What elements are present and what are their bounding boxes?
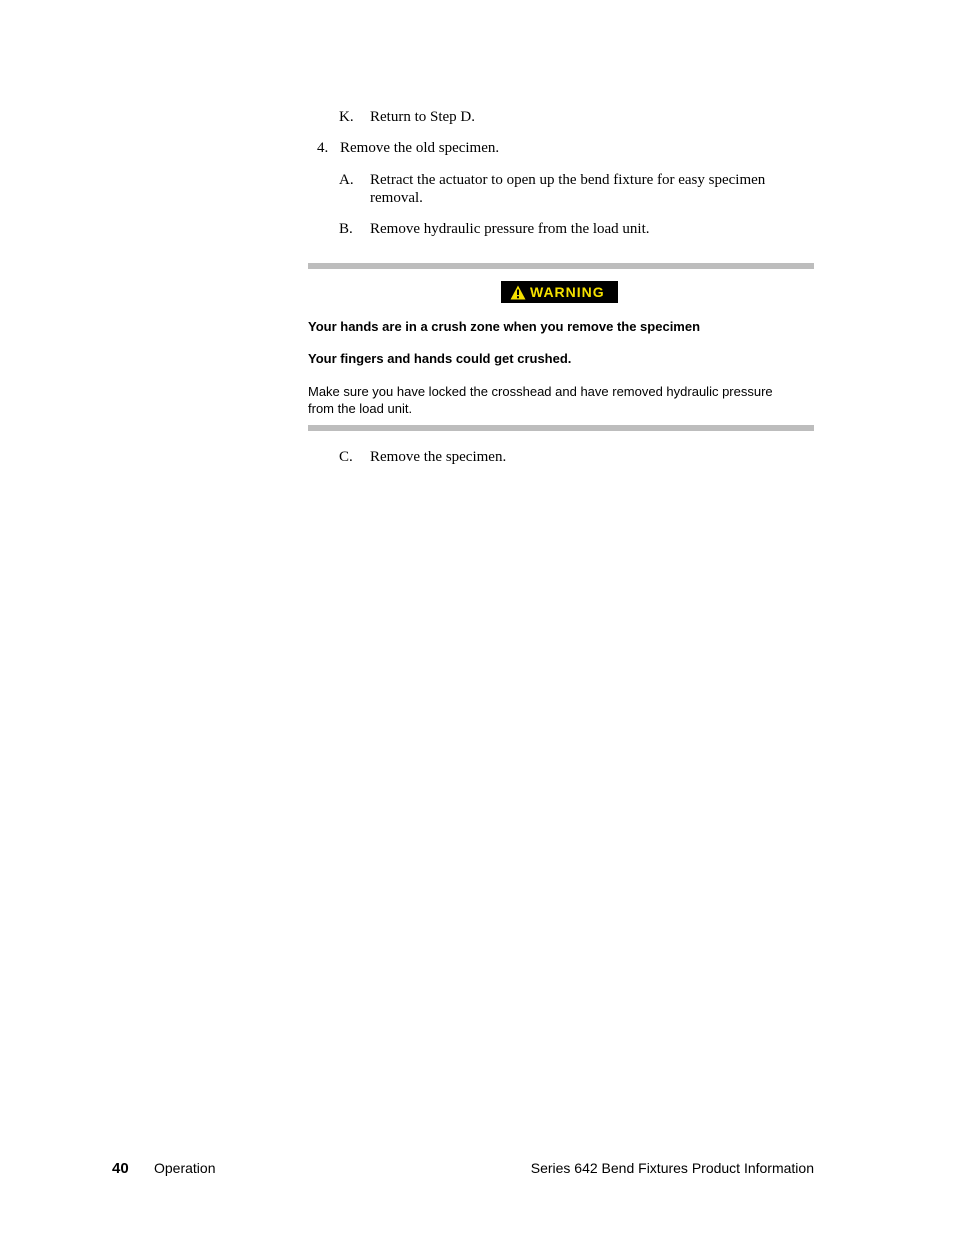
warning-avoidance-line-2: from the load unit.: [308, 401, 413, 416]
warning-bottom-rule: [308, 425, 814, 431]
warning-badge: [501, 281, 618, 303]
warning-triangle-icon: [510, 285, 526, 300]
warning-top-rule: [308, 263, 814, 269]
step-marker: 4.: [317, 140, 329, 156]
warning-avoidance-line-1: Make sure you have locked the crosshead and have removed hydraulic pressure: [308, 384, 773, 399]
warning-avoidance: [308, 383, 814, 417]
step-text: Remove hydraulic pressure from the load unit.: [370, 221, 650, 237]
step-marker: A.: [339, 172, 354, 188]
warning-hazard: Your hands are in a crush zone when you remove the specimen: [308, 319, 701, 334]
step-text: Remove the specimen.: [370, 449, 507, 465]
step-text: Remove the old specimen.: [340, 140, 500, 156]
step-text-line-2: removal.: [370, 190, 423, 206]
warning-consequence: Your fingers and hands could get crushed.: [308, 351, 572, 366]
step-marker: K.: [339, 109, 354, 125]
step-text: Return to Step D.: [370, 109, 475, 125]
step-marker: B.: [339, 221, 353, 237]
step-marker: C.: [339, 449, 353, 465]
footer-section: Operation: [154, 1160, 216, 1176]
step-text-line-1: Retract the actuator to open up the bend fixture for easy specimen: [370, 172, 766, 188]
page-number: 40: [112, 1160, 129, 1177]
footer-manual-title: Series 642 Bend Fixtures Product Information: [530, 1160, 814, 1176]
warning-label: WARNING: [530, 284, 605, 300]
